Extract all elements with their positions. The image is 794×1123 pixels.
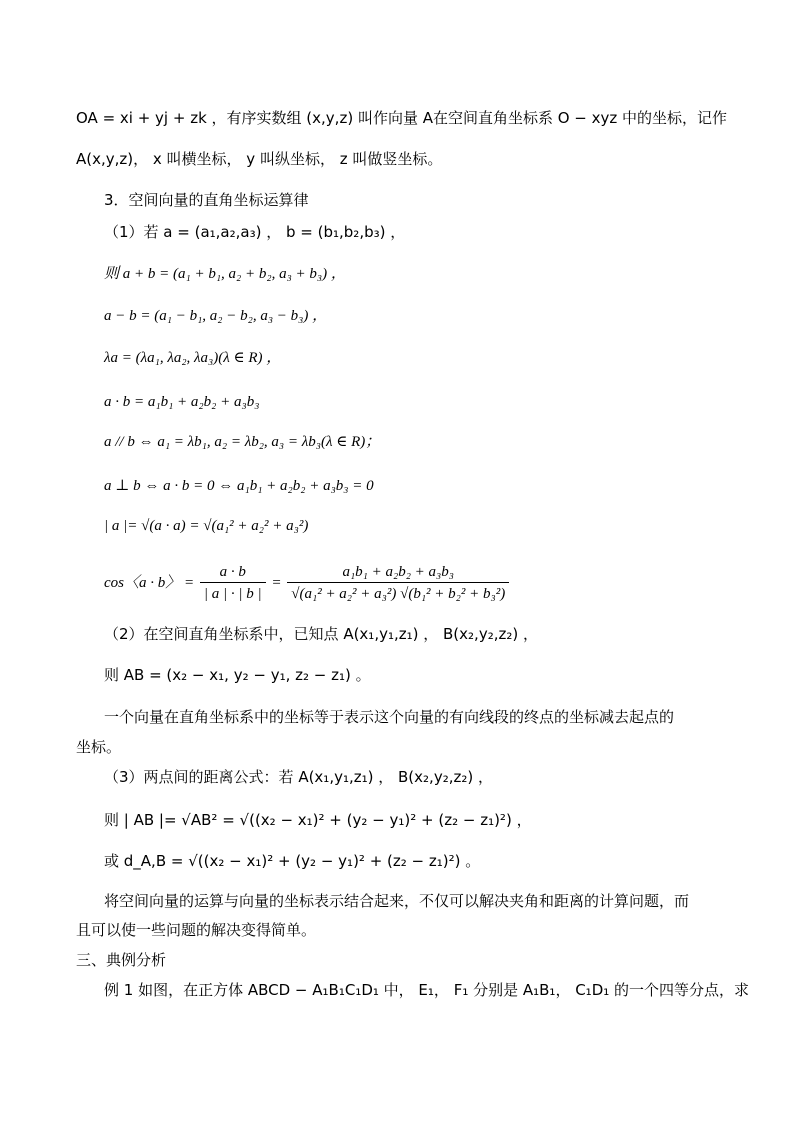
paragraph-3-line-1: 将空间向量的运算与向量的坐标表示结合起来，不仅可以解决夹角和距离的计算问题，而	[104, 892, 690, 910]
text-line-2: A(x,y,z)， x 叫横坐标， y 叫纵坐标， z 叫做竖坐标。	[76, 150, 443, 168]
formula-magnitude: | a |= √(a · a) = √(a₁² + a₂² + a₃²)	[104, 518, 309, 534]
paragraph-3-line-2: 且可以使一些问题的解决变得简单。	[76, 921, 317, 939]
distance-formula-1: 则 | AB |= √AB² = √((x₂ − x₁)² + (y₂ − y₁)² + (z₂ − z₁)²) ，	[104, 811, 532, 829]
formula-scalar: λa = (λa₁, λa₂, λa₃)(λ ∈ R) ，	[104, 350, 282, 366]
cos-frac-2-num: a₁b₁ + a₂b₂ + a₃b₃	[287, 562, 509, 583]
distance-formula-2: 或 d_A,B = √((x₂ − x₁)² + (y₂ − y₁)² + (z₂ − z₁)²) 。	[104, 852, 481, 870]
text-line-4: （1）若 a = (a₁,a₂,a₃) ， b = (b₁,b₂,b₃) ，	[104, 223, 406, 241]
cos-frac-1-den: | a | · | b |	[203, 586, 262, 603]
formula-ab: 则 AB = (x₂ − x₁, y₂ − y₁, z₂ − z₁) 。	[104, 666, 371, 684]
text-line-1: OA = xi + yj + zk ，有序实数组 (x,y,z) 叫作向量 A在空间直角坐标系 O − xyz 中的坐标，记作	[76, 109, 728, 127]
cos-frac-2-den: √(a₁² + a₂² + a₃²) √(b₁² + b₂² + b₃²)	[291, 586, 506, 603]
paragraph-line-2: 坐标。	[76, 738, 122, 756]
formula-sub: a − b = (a₁ − b₁, a₂ − b₂, a₃ − b₃) ，	[104, 308, 328, 324]
cos-frac-2	[287, 562, 509, 605]
formula-dot: a · b = a₁b₁ + a₂b₂ + a₃b₃	[104, 394, 260, 410]
text-line-point: （2）在空间直角坐标系中，已知点 A(x₁,y₁,z₁) ， B(x₂,y₂,z₂) ，	[104, 625, 538, 643]
formula-add: 则 a + b = (a₁ + b₁, a₂ + b₂, a₃ + b₃) ，	[104, 266, 346, 282]
paragraph-line-1: 一个向量在直角坐标系中的坐标等于表示这个向量的有向线段的终点的坐标减去起点的	[104, 708, 675, 726]
formula-cos: cos〈a · b〉 = $\frac{a \cdot b}{| a | \cdot | b |}$ = $\frac{\text{a₁b₁ + a₂b₂ + a₃b₃}}{\text{√(a₁² + a₂² + a₃²) √(b₁² + b₂² + b₃²)}}$	[104, 560, 511, 606]
section-heading-3: 3．空间向量的直角坐标运算律	[104, 191, 309, 209]
example-1: 例 1 如图，在正方体 ABCD − A₁B₁C₁D₁ 中， E₁， F₁ 分别是 A₁B₁， C₁D₁ 的一个四等分点，求	[104, 981, 750, 999]
formula-parallel: a // b ⇔ a₁ = λb₁, a₂ = λb₂, a₃ = λb₃(λ ∈ R)；	[104, 434, 381, 450]
distance-heading: （3）两点间的距离公式：若 A(x₁,y₁,z₁) ， B(x₂,y₂,z₂) ，	[104, 768, 493, 786]
formula-perpendicular: a ⊥ b ⇔ a · b = 0 ⇔ a₁b₁ + a₂b₂ + a₃b₃ = 0	[104, 478, 374, 494]
cos-lhs: cos〈a · b〉 =	[104, 575, 195, 591]
cos-frac-1-num: a · b	[200, 562, 266, 583]
cos-frac-1	[200, 562, 266, 605]
section-heading-3-examples: 三、典例分析	[76, 951, 167, 969]
